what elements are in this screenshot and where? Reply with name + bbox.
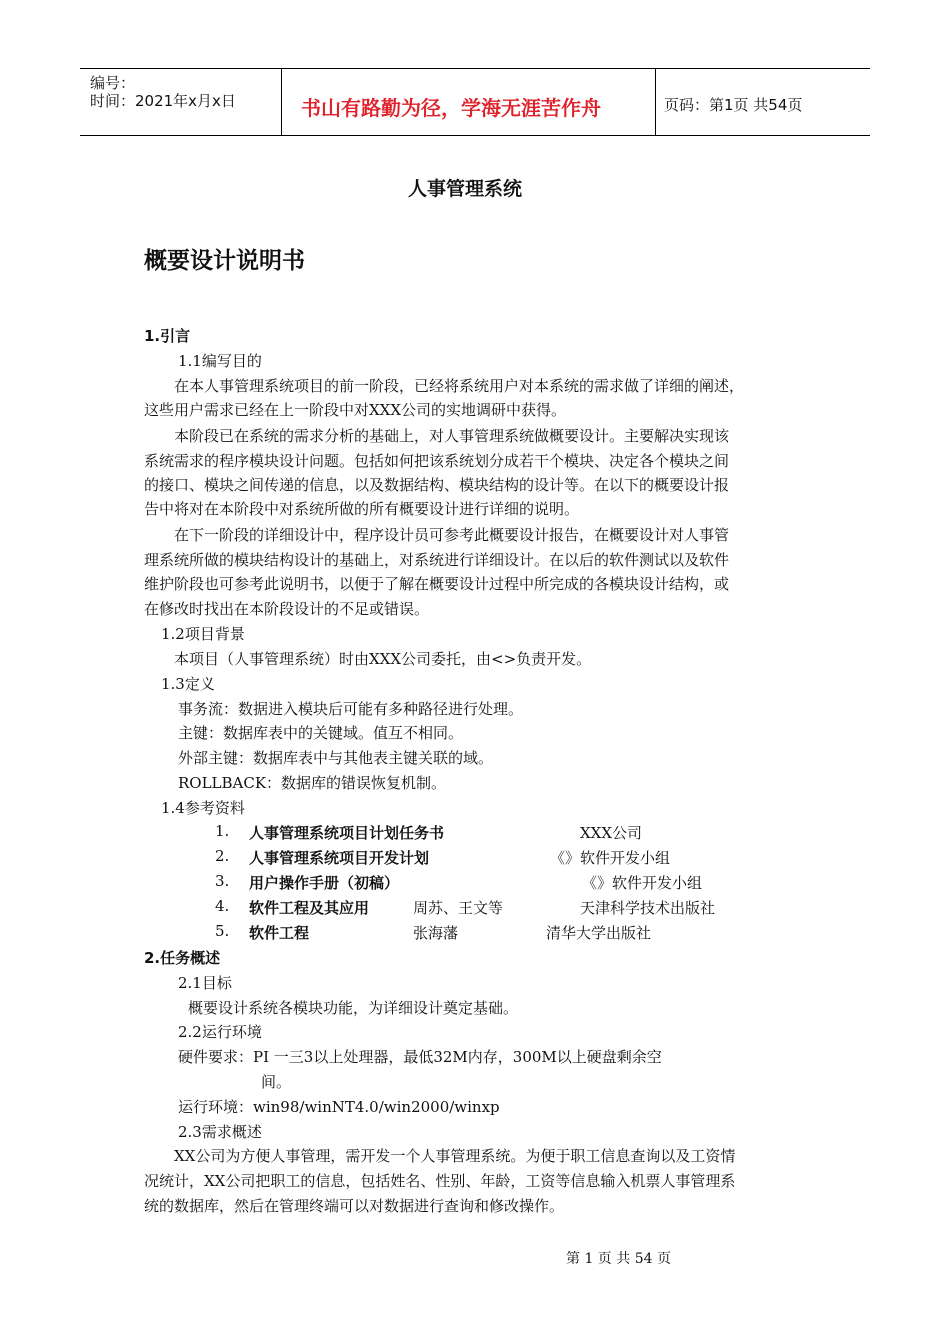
paragraph-line: 统的数据库，然后在管理终端可以对数据进行查询和修改操作。 [144,1197,565,1215]
subsection-heading-1-3: 1.3定义 [161,675,215,693]
paragraph-line: 维护阶段也可参考此说明书，以便于了解在概要设计过程中所完成的各模块设计结构，或 [144,575,730,593]
hardware-requirements-continued: 间。 [261,1073,292,1091]
subsection-heading-2-2: 2.2运行环境 [178,1023,262,1041]
section-heading-1: 1.引言 [144,327,191,345]
reference-number: 4. [215,897,230,915]
header-motto: 书山有路勤为径，学海无涯苦作舟 [301,96,601,120]
reference-author: 周苏、王文等 [413,899,504,917]
reference-publisher: 清华大学出版社 [546,924,652,942]
reference-number: 1. [215,822,230,840]
paragraph-line: 况统计，XX公司把职工的信息，包括姓名、性别、年龄，工资等信息输入机票人事管理系 [144,1172,736,1190]
document-number-label: 编号： [90,74,136,92]
subsection-heading-2-1: 2.1目标 [178,974,232,992]
paragraph-line: 本项目（人事管理系统）时由XXX公司委托，由<>负责开发。 [174,650,592,668]
reference-author: 张海藩 [413,924,459,942]
runtime-environment: 运行环境：win98/winNT4.0/win2000/winxp [178,1098,500,1116]
subsection-heading-2-3: 2.3需求概述 [178,1123,262,1141]
definition-item: 外部主键：数据库表中与其他表主键关联的域。 [178,749,494,767]
header-divider-left [281,68,282,136]
reference-title: 用户操作手册（初稿） [249,874,400,892]
paragraph-line: 系统需求的程序模块设计问题。包括如何把该系统划分成若干个模块、决定各个模块之间 [144,452,730,470]
reference-publisher: 《》软件开发小组 [550,849,671,867]
subsection-heading-1-1: 1.1编写目的 [178,352,262,370]
reference-number: 3. [215,872,230,890]
definition-item: ROLLBACK：数据库的错误恢复机制。 [178,774,447,792]
definition-item: 主键：数据库表中的关键域。值互不相同。 [178,724,464,742]
document-subtitle: 概要设计说明书 [144,248,305,274]
reference-publisher: XXX公司 [580,824,643,842]
reference-title: 软件工程 [249,924,310,942]
reference-publisher: 天津科学技术出版社 [580,899,716,917]
page-title: 人事管理系统 [408,178,523,200]
paragraph-line: 在下一阶段的详细设计中，程序设计员可参考此概要设计报告，在概要设计对人事管 [174,526,730,544]
header-bottom-border [80,135,870,136]
hardware-requirements: 硬件要求：PI 一三3以上处理器，最低32M内存，300M以上硬盘剩余空 [178,1048,662,1066]
paragraph-line: 本阶段已在系统的需求分析的基础上，对人事管理系统做概要设计。主要解决实现该 [174,427,730,445]
reference-title: 人事管理系统项目开发计划 [249,849,430,867]
reference-number: 5. [215,922,230,940]
subsection-heading-1-2: 1.2项目背景 [161,625,245,643]
reference-title: 软件工程及其应用 [249,899,370,917]
paragraph-line: 的接口、模块之间传递的信息，以及数据结构、模块结构的设计等。在以下的概要设计报 [144,476,730,494]
paragraph-line: 在本人事管理系统项目的前一阶段，已经将系统用户对本系统的需求做了详细的阐述， [174,377,745,395]
paragraph-line: 概要设计系统各模块功能，为详细设计奠定基础。 [188,999,519,1017]
header-top-border [80,68,870,69]
section-heading-2: 2.任务概述 [144,949,221,967]
paragraph-line: 理系统所做的模块结构设计的基础上，对系统进行详细设计。在以后的软件测试以及软件 [144,551,730,569]
header-page-info: 页码：第1页 共54页 [664,96,803,114]
page-footer: 第 1 页 共 54 页 [566,1251,671,1267]
reference-title: 人事管理系统项目计划任务书 [249,824,445,842]
paragraph-line: 在修改时找出在本阶段设计的不足或错误。 [144,600,430,618]
definition-item: 事务流：数据进入模块后可能有多种路径进行处理。 [178,700,524,718]
paragraph-line: XX公司为方便人事管理，需开发一个人事管理系统。为便于职工信息查询以及工资情 [174,1147,736,1165]
header-divider-right [655,68,656,136]
paragraph-line: 这些用户需求已经在上一阶段中对XXX公司的实地调研中获得。 [144,401,567,419]
reference-number: 2. [215,847,230,865]
document-time-label: 时间：2021年x月x日 [90,92,236,110]
reference-publisher: 《》软件开发小组 [582,874,703,892]
subsection-heading-1-4: 1.4参考资料 [161,799,245,817]
paragraph-line: 告中将对在本阶段中对系统所做的所有概要设计进行详细的说明。 [144,500,580,518]
